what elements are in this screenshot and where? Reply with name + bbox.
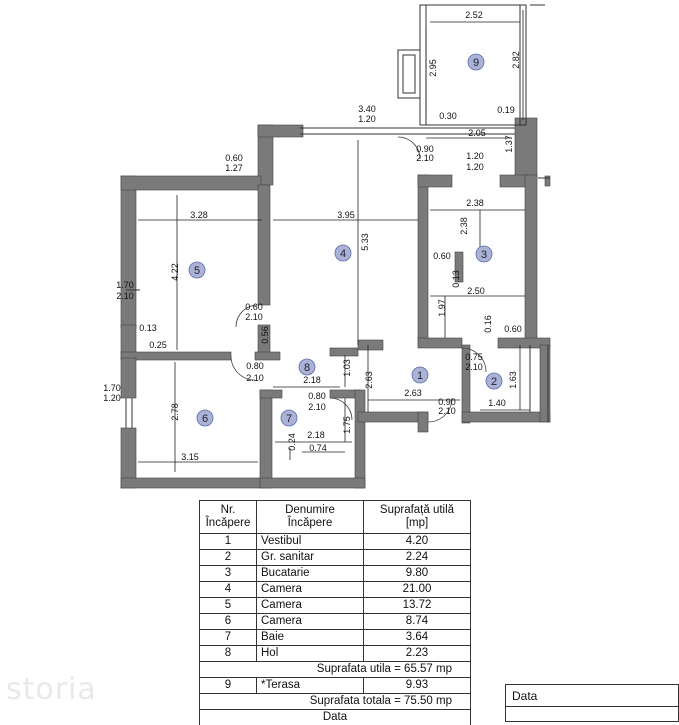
row-area: 21.00	[364, 582, 471, 598]
dimension-label: 2.95	[428, 59, 438, 77]
room-number-7: 7	[286, 413, 292, 425]
dimension-label: 0.90	[416, 144, 434, 154]
dimension-label: 2.05	[468, 128, 486, 138]
table-row	[200, 582, 471, 598]
header-name: Denumire Încăpere	[257, 501, 364, 534]
dimension-label: 1.20	[103, 393, 121, 403]
dimension-label: 2.78	[170, 403, 180, 421]
dimension-label: 0.60	[225, 153, 243, 163]
dimension-label: 3.15	[181, 452, 199, 462]
data-bottom-label: Data	[200, 710, 471, 725]
row-area: 2.23	[364, 646, 471, 662]
table-header-row	[200, 501, 471, 534]
dimension-label: 2.38	[466, 198, 484, 208]
dimension-label: 2.10	[116, 291, 134, 301]
table-row	[200, 678, 471, 694]
side-box-label: Data	[506, 685, 678, 707]
dimension-label: 0.13	[451, 270, 461, 288]
row-name: Hol	[257, 646, 364, 662]
row-name: Baie	[257, 630, 364, 646]
dimension-label: 0.60	[433, 251, 451, 261]
dimension-label: 1.75	[342, 416, 352, 434]
room-number-4: 4	[340, 248, 346, 260]
subtotal-row	[200, 662, 471, 678]
table-row	[200, 534, 471, 550]
dimension-label: 0.90	[438, 397, 456, 407]
dimension-label: 0.19	[497, 105, 515, 115]
row-name: Gr. sanitar	[257, 550, 364, 566]
dimension-label: 3.95	[337, 210, 355, 220]
row-name: Camera	[257, 582, 364, 598]
dimension-label: 2.18	[307, 430, 325, 440]
table-row	[200, 550, 471, 566]
dimension-label: 3.40	[358, 104, 376, 114]
dimension-label: 2.52	[465, 10, 483, 20]
dimension-label: 0.80	[246, 361, 264, 371]
dimension-label: 0.13	[139, 323, 157, 333]
dimension-label: 2.10	[246, 373, 264, 383]
dimension-label: 2.10	[245, 312, 263, 322]
dimension-label: 1.20	[358, 114, 376, 124]
dimension-label: 2.10	[438, 406, 456, 416]
header-area: Suprafață utilă [mp]	[364, 501, 471, 534]
dimension-label: 2.38	[459, 217, 469, 235]
row-area: 13.72	[364, 598, 471, 614]
dimension-label: 0.16	[483, 315, 493, 333]
room-number-8: 8	[304, 362, 310, 374]
dimension-label: 0.74	[309, 443, 327, 453]
dimension-label: 1.40	[488, 398, 506, 408]
dimension-label: 0.75	[465, 352, 483, 362]
subtotal-text: Suprafata utila = 65.57 mp	[200, 662, 471, 678]
room-number-1: 1	[417, 370, 423, 382]
room-number-5: 5	[194, 265, 200, 277]
row-nr: 8	[200, 646, 257, 662]
row-area: 4.20	[364, 534, 471, 550]
row-name: Vestibul	[257, 534, 364, 550]
row-name: *Terasa	[257, 678, 364, 694]
table-row	[200, 630, 471, 646]
dimension-label: 1.20	[466, 162, 484, 172]
dimension-label: 2.18	[303, 375, 321, 385]
dimension-label: 2.10	[465, 362, 483, 372]
dimension-label: 0.80	[308, 391, 326, 401]
row-name: Camera	[257, 598, 364, 614]
table-row	[200, 614, 471, 630]
dimension-label: 2.10	[308, 402, 326, 412]
row-nr: 6	[200, 614, 257, 630]
dimension-label: 1.70	[116, 280, 134, 290]
dimension-label: 1.70	[103, 383, 121, 393]
row-nr: 4	[200, 582, 257, 598]
dimension-label: 2.50	[467, 286, 485, 296]
dimension-label: 2.63	[364, 371, 374, 389]
dimension-label: 1.63	[508, 371, 518, 389]
side-info-box	[505, 684, 679, 722]
dimension-label: 0.25	[149, 340, 167, 350]
header-nr: Nr. Încăpere	[200, 501, 257, 534]
dimension-label: 0.24	[287, 433, 297, 451]
dimension-label: 1.37	[504, 135, 514, 153]
data-row	[200, 710, 471, 725]
dimension-label: 3.28	[190, 210, 208, 220]
dimension-label: 0.60	[504, 324, 522, 334]
dimension-label: 1.03	[342, 359, 352, 377]
row-nr: 3	[200, 566, 257, 582]
row-nr: 7	[200, 630, 257, 646]
row-nr: 5	[200, 598, 257, 614]
storia-watermark: storia	[6, 672, 97, 707]
dimension-label: 0.60	[245, 302, 263, 312]
total-text: Suprafata totala = 75.50 mp	[200, 694, 471, 710]
dimension-label: 0.56	[260, 326, 270, 344]
dimension-label: 2.82	[511, 51, 521, 69]
dimension-label: 0.30	[439, 111, 457, 121]
total-row	[200, 694, 471, 710]
dimension-label: 1.27	[225, 163, 243, 173]
room-number-6: 6	[202, 413, 208, 425]
table-row	[200, 566, 471, 582]
row-nr: 2	[200, 550, 257, 566]
row-name: Camera	[257, 614, 364, 630]
row-area: 9.80	[364, 566, 471, 582]
dimension-label: 2.10	[416, 153, 434, 163]
row-area: 2.24	[364, 550, 471, 566]
dimension-label: 1.20	[466, 151, 484, 161]
dimension-label: 2.63	[404, 388, 422, 398]
room-number-2: 2	[491, 376, 497, 388]
dimension-label: 1.97	[437, 299, 447, 317]
row-nr: 1	[200, 534, 257, 550]
room-number-3: 3	[481, 249, 487, 261]
row-area: 8.74	[364, 614, 471, 630]
dimension-label: 4.22	[170, 263, 180, 281]
dimension-label: 5.33	[360, 233, 370, 251]
row-area: 9.93	[364, 678, 471, 694]
row-area: 3.64	[364, 630, 471, 646]
table-row	[200, 598, 471, 614]
table-row	[200, 646, 471, 662]
room-areas-table	[199, 500, 471, 725]
row-nr: 9	[200, 678, 257, 694]
row-name: Bucatarie	[257, 566, 364, 582]
room-number-9: 9	[473, 57, 479, 69]
